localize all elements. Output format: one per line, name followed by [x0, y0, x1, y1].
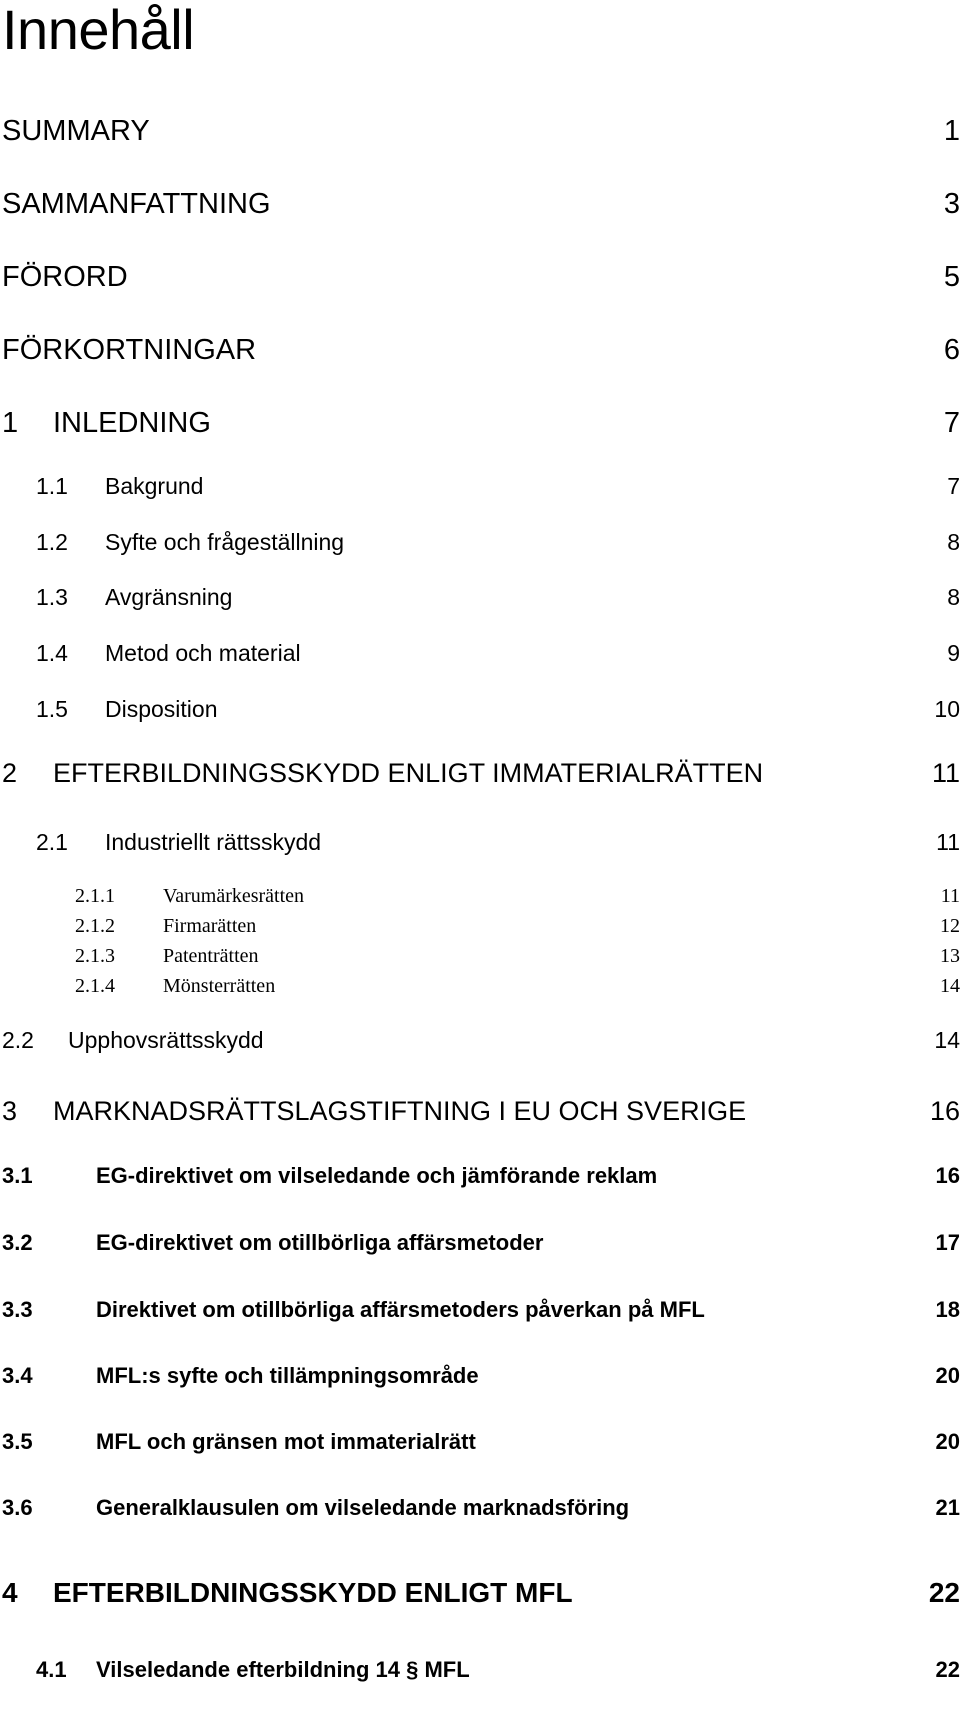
- toc-page: 11: [931, 758, 960, 788]
- toc-number: 1: [2, 407, 19, 439]
- toc-entry-chapter-2[interactable]: [0, 756, 960, 790]
- toc-entry-1-3[interactable]: [0, 583, 960, 611]
- toc-number: 3.6: [2, 1495, 33, 1520]
- toc-number: 1.1: [36, 473, 68, 499]
- toc-label: FÖRORD: [2, 261, 128, 293]
- toc-entry-summary[interactable]: [0, 114, 960, 148]
- toc-label: Syfte och frågeställning: [105, 529, 345, 555]
- toc-entry-3-5[interactable]: [0, 1428, 960, 1455]
- toc-entry-2-1-2[interactable]: [0, 914, 960, 938]
- toc-number: 1.3: [36, 584, 68, 610]
- toc-page: 17: [935, 1230, 960, 1255]
- toc-entry-forkortningar[interactable]: [0, 333, 960, 367]
- toc-label: Generalklausulen om vilseledande marknadsföring: [96, 1495, 630, 1520]
- toc-entry-3-6[interactable]: [0, 1494, 960, 1521]
- toc-label: Upphovsrättsskydd: [68, 1027, 264, 1053]
- toc-page: 14: [940, 975, 960, 997]
- toc-number: 2.1.1: [75, 885, 115, 907]
- toc-page: 9: [947, 640, 960, 666]
- toc-number: 4.1: [36, 1657, 67, 1682]
- toc-label: FÖRKORTNINGAR: [2, 334, 257, 366]
- toc-label: Patenträtten: [163, 945, 259, 967]
- toc-page: 13: [940, 945, 960, 967]
- toc-entry-sammanfattning[interactable]: [0, 187, 960, 221]
- toc-entry-2-1-3[interactable]: [0, 944, 960, 968]
- toc-label: SAMMANFATTNING: [2, 188, 271, 220]
- toc-label: EG-direktivet om vilseledande och jämförande reklam: [96, 1163, 658, 1188]
- toc-page: 11: [940, 885, 960, 907]
- toc-label: EFTERBILDNINGSSKYDD ENLIGT MFL: [53, 1577, 573, 1608]
- page-title: Innehåll: [2, 0, 195, 61]
- toc-entry-1-1[interactable]: [0, 472, 960, 500]
- toc-entry-2-1-4[interactable]: [0, 974, 960, 998]
- toc-number: 3: [2, 1096, 18, 1126]
- toc-entry-4-1[interactable]: [0, 1656, 960, 1683]
- toc-page: 16: [929, 1096, 960, 1126]
- toc-label: INLEDNING: [53, 407, 211, 439]
- toc-page: 22: [928, 1577, 960, 1608]
- toc-number: 1.5: [36, 696, 68, 722]
- toc-label: Metod och material: [105, 640, 301, 666]
- toc-page: 20: [935, 1429, 960, 1454]
- toc-page: 6: [943, 334, 960, 366]
- toc-entry-1-2[interactable]: [0, 528, 960, 556]
- toc-entry-chapter-1[interactable]: [0, 406, 960, 440]
- toc-page: 10: [934, 696, 960, 722]
- toc-label: EFTERBILDNINGSSKYDD ENLIGT IMMATERIALRÄTTEN: [53, 758, 764, 788]
- toc-page: 20: [935, 1363, 960, 1388]
- toc-number: 2: [2, 758, 18, 788]
- toc-label: Mönsterrätten: [163, 975, 276, 997]
- toc-page: 1: [943, 115, 960, 147]
- toc-page: 18: [935, 1297, 960, 1322]
- toc-page: 8: [947, 584, 960, 610]
- toc-label: Firmarätten: [163, 915, 257, 937]
- toc-page: 22: [935, 1657, 960, 1682]
- toc-label: Disposition: [105, 696, 218, 722]
- toc-page: 21: [935, 1495, 960, 1520]
- toc-number: 1.4: [36, 640, 68, 666]
- toc-entry-1-5[interactable]: [0, 695, 960, 723]
- toc-page: 3: [943, 188, 960, 220]
- toc-page: 12: [940, 915, 960, 937]
- toc-page: 7: [943, 407, 960, 439]
- toc-number: 3.5: [2, 1429, 33, 1454]
- toc-page: 14: [934, 1027, 960, 1053]
- toc-label: MFL:s syfte och tillämpningsområde: [96, 1363, 479, 1388]
- toc-entry-2-1[interactable]: [0, 828, 960, 856]
- toc-label: MFL och gränsen mot immaterialrätt: [96, 1429, 476, 1454]
- toc-page: 8: [947, 529, 960, 555]
- toc-number: 1.2: [36, 529, 68, 555]
- toc-entry-2-2[interactable]: [0, 1026, 960, 1054]
- toc-number: 2.2: [2, 1027, 34, 1053]
- toc-number: 3.4: [2, 1363, 33, 1388]
- toc-entry-3-3[interactable]: [0, 1296, 960, 1323]
- toc-label: SUMMARY: [2, 115, 150, 147]
- toc-number: 2.1.4: [75, 975, 115, 997]
- toc-label: EG-direktivet om otillbörliga affärsmetoder: [96, 1230, 544, 1255]
- toc-entry-1-4[interactable]: [0, 639, 960, 667]
- toc-number: 3.1: [2, 1163, 33, 1188]
- toc-entry-chapter-4[interactable]: [0, 1576, 960, 1609]
- toc-number: 2.1: [36, 829, 68, 855]
- toc-entry-3-1[interactable]: [0, 1162, 960, 1189]
- toc-page: 11: [936, 829, 960, 855]
- toc-entry-3-4[interactable]: [0, 1362, 960, 1389]
- toc-number: 3.2: [2, 1230, 33, 1255]
- toc-label: Industriellt rättsskydd: [105, 829, 322, 855]
- toc-label: Varumärkesrätten: [163, 885, 305, 907]
- toc-number: 2.1.2: [75, 915, 115, 937]
- toc-label: Vilseledande efterbildning 14 § MFL: [96, 1657, 470, 1682]
- toc-label: Direktivet om otillbörliga affärsmetoders påverkan på MFL: [96, 1297, 705, 1322]
- toc-entry-forord[interactable]: [0, 260, 960, 294]
- toc-page: 5: [943, 261, 960, 293]
- toc-entry-2-1-1[interactable]: [0, 884, 960, 908]
- toc-entry-chapter-3[interactable]: [0, 1094, 960, 1128]
- toc-number: 3.3: [2, 1297, 33, 1322]
- toc-label: Bakgrund: [105, 473, 204, 499]
- toc-number: 2.1.3: [75, 945, 115, 967]
- toc-page: 7: [947, 473, 960, 499]
- toc-page: 16: [935, 1163, 960, 1188]
- toc-number: 4: [2, 1577, 18, 1608]
- toc-label: MARKNADSRÄTTSLAGSTIFTNING I EU OCH SVERIGE: [53, 1096, 747, 1126]
- toc-entry-3-2[interactable]: [0, 1229, 960, 1256]
- toc-label: Avgränsning: [105, 584, 233, 610]
